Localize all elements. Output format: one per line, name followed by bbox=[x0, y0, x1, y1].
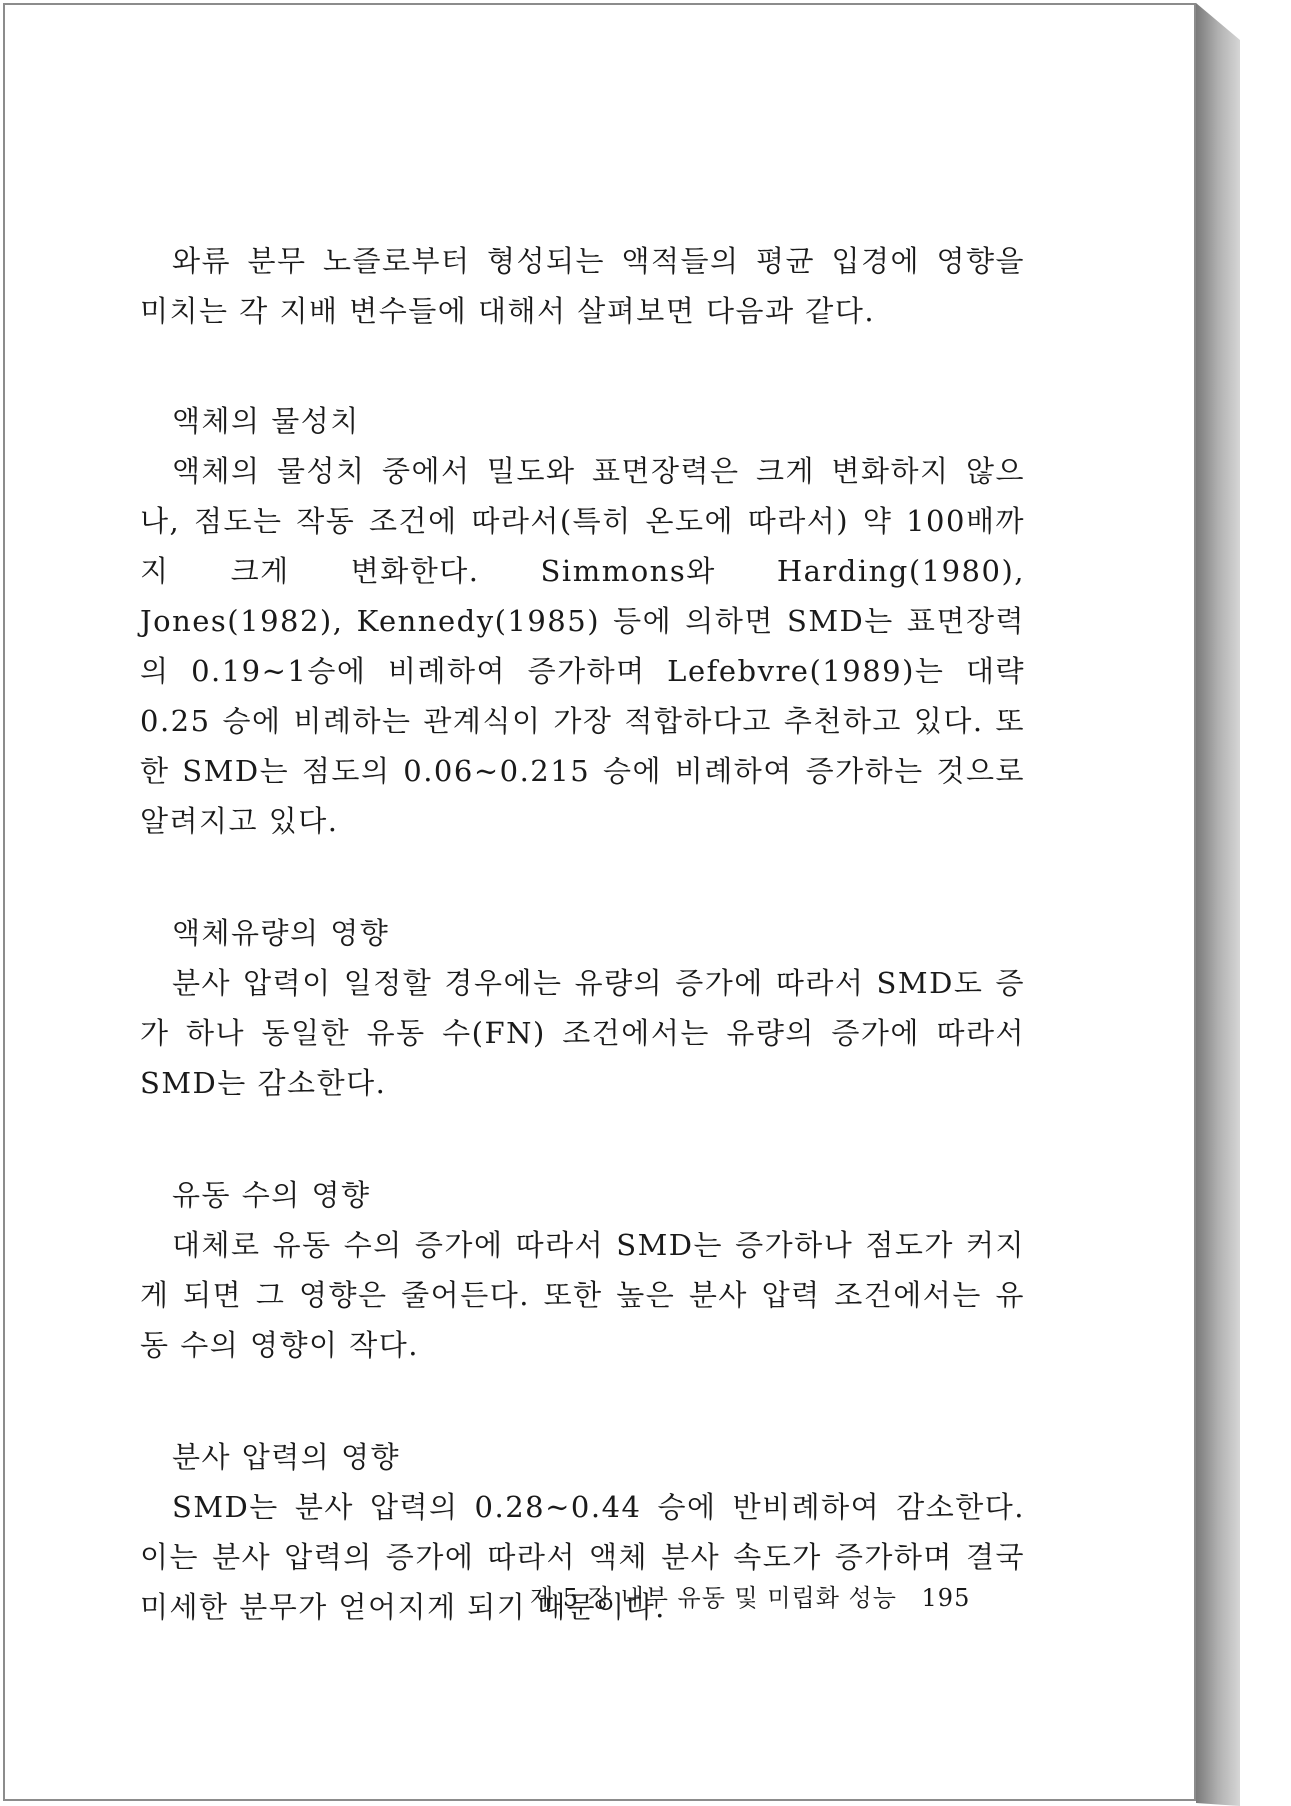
page-content bbox=[140, 236, 1025, 1632]
section-body-flow-number: 대체로 유동 수의 증가에 따라서 SMD는 증가하나 점도가 커지게 되면 그 영향은 줄어든다. 또한 높은 분사 압력 조건에서는 유동 수의 영향이 작다. bbox=[140, 1228, 1025, 1362]
page-edge-shadow bbox=[1196, 0, 1256, 1806]
section-heading-liquid-properties: 액체의 물성치 bbox=[172, 404, 360, 438]
section-body-liquid-properties: 액체의 물성치 중에서 밀도와 표면장력은 크게 변화하지 않으나, 점도는 작동 조건에 따라서(특히 온도에 따라서) 약 100배까지 크게 변화한다. Simmons와 Harding(1980), Jones(1982), Kennedy(1985) 등에 의하면 SMD는 표면장력의 0.19∼1승에 비례하여 증가하며 Lefebvre(1989)는 대략 0.25 승에 비례하는 관계식이 가장 적합하다고 추천하고 있다. 또한 SMD는 점도의 0.06∼0.215 승에 비례하여 증가하는 것으로 알려지고 있다. bbox=[140, 454, 1025, 838]
running-footer-chapter: 제 5 장 내부 유동 및 미립화 성능 bbox=[530, 1584, 897, 1612]
page-number: 195 bbox=[921, 1584, 971, 1612]
section-heading-flow-number: 유동 수의 영향 bbox=[172, 1178, 371, 1212]
section-body-liquid-flow: 분사 압력이 일정할 경우에는 유량의 증가에 따라서 SMD도 증가 하나 동일한 유동 수(FN) 조건에서는 유량의 증가에 따라서 SMD는 감소한다. bbox=[140, 966, 1025, 1100]
section-body-injection-pressure: SMD는 분사 압력의 0.28∼0.44 승에 반비례하여 감소한다. 이는 분사 압력의 증가에 따라서 액체 분사 속도가 증가하며 결국 미세한 분무가 얻어지게 되기 때문이다. bbox=[140, 1490, 1025, 1624]
intro-paragraph: 와류 분무 노즐로부터 형성되는 액적들의 평균 입경에 영향을 미치는 각 지배 변수들에 대해서 살펴보면 다음과 같다. bbox=[140, 244, 1025, 328]
section-heading-injection-pressure: 분사 압력의 영향 bbox=[172, 1440, 401, 1474]
page-footer bbox=[530, 1578, 970, 1613]
section-heading-liquid-flow: 액체유량의 영향 bbox=[172, 916, 390, 950]
